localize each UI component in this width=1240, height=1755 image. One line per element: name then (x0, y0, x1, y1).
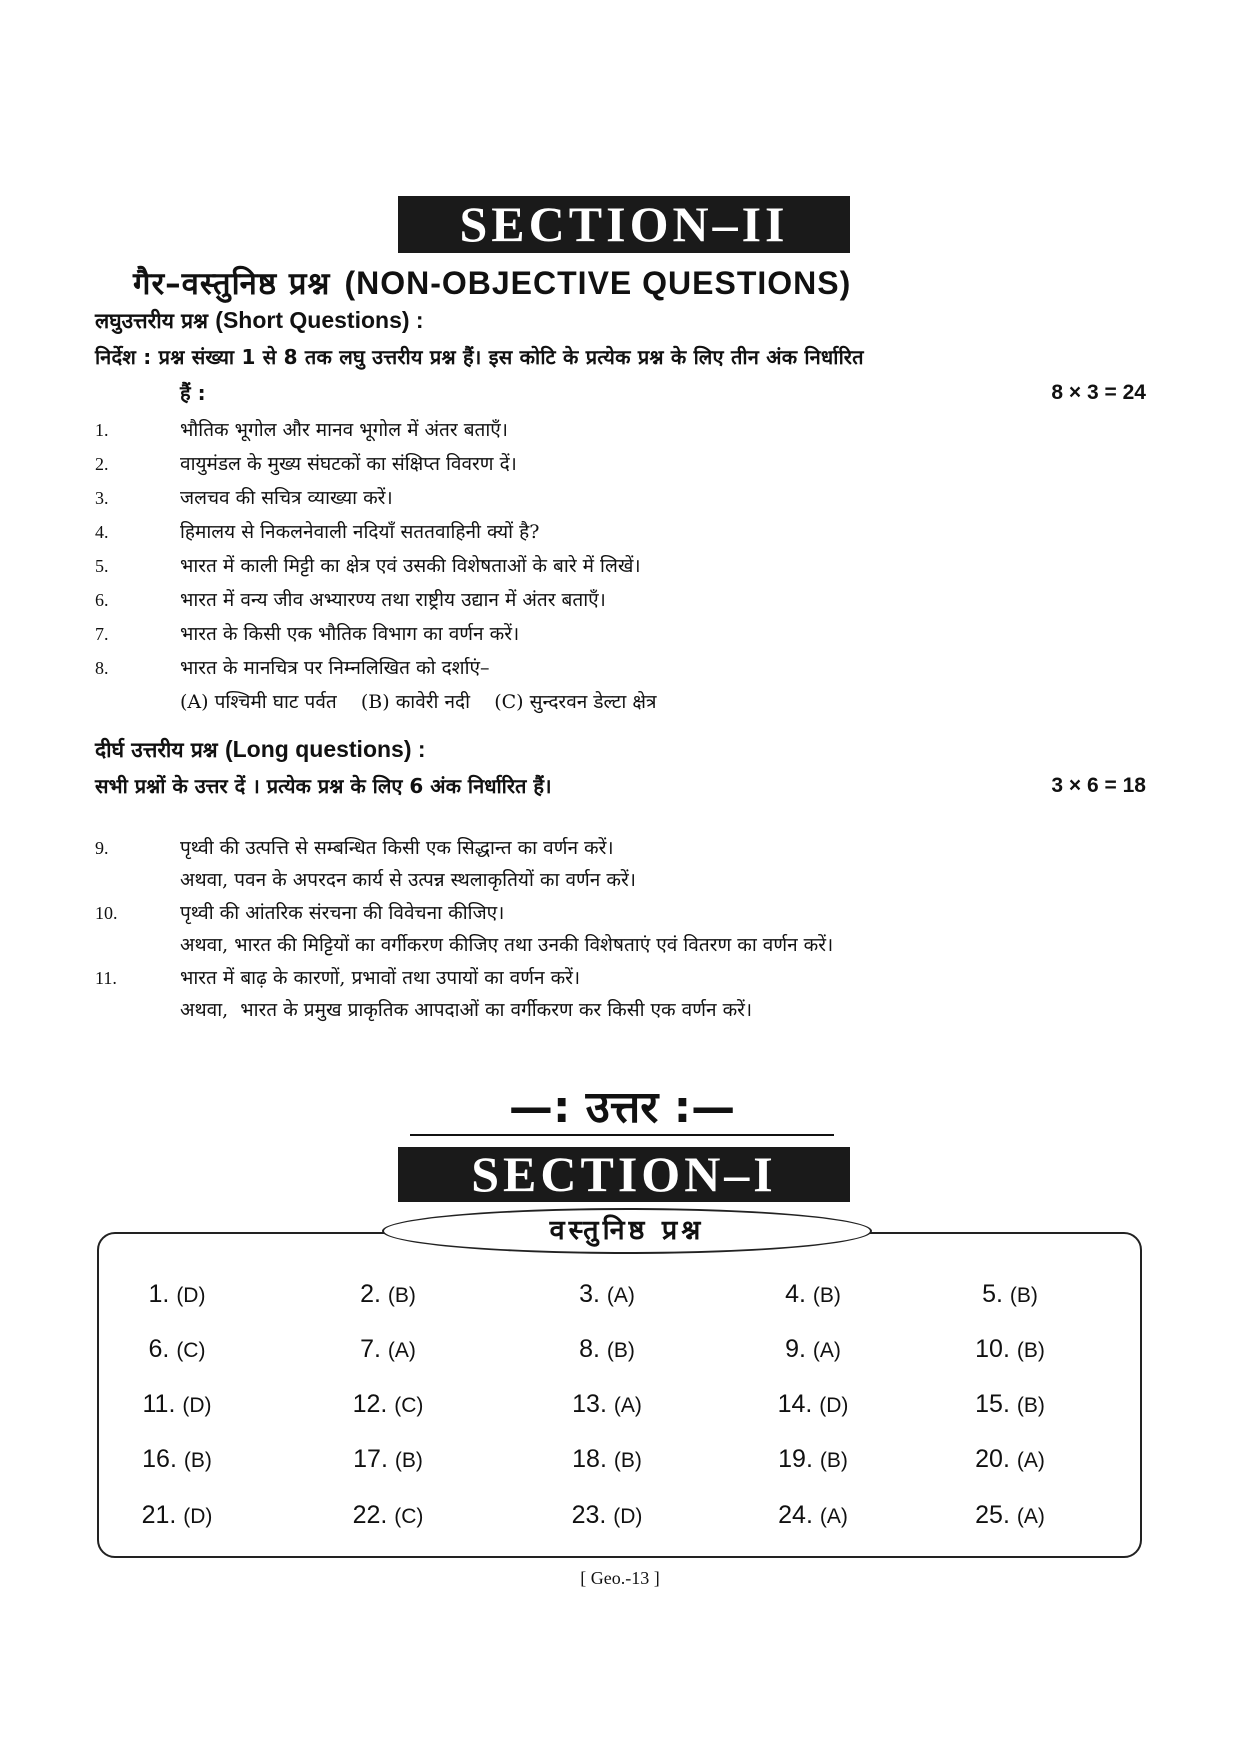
answer-number: 25. (975, 1501, 1017, 1529)
answer-number: 9. (785, 1335, 813, 1363)
answer-option: (A) (606, 1284, 635, 1307)
long-marks: 3 × 6 = 18 (1051, 774, 1146, 797)
answer-item (127, 1280, 227, 1309)
answer-item (127, 1445, 227, 1474)
long-directive: सभी प्रश्नों के उत्तर दें । प्रत्येक प्रश्न के लिए 6 अंक निर्धारित हैं। (95, 774, 552, 798)
answer-number: 24. (778, 1501, 820, 1529)
section-i-banner: SECTION–I (398, 1147, 850, 1202)
question-item: 3. जलचव की सचित्र व्याख्या करें। (95, 487, 393, 509)
answer-item (557, 1445, 657, 1474)
answer-item (338, 1335, 438, 1364)
answer-item (763, 1501, 863, 1530)
answer-option: (D) (613, 1505, 643, 1528)
answer-option: (B) (812, 1284, 841, 1307)
short-directive: निर्देश : प्रश्न संख्या 1 से 8 तक लघु उत्तरीय प्रश्न हैं। इस कोटि के प्रत्येक प्रश्न के लिए तीन अंक निर्धारित (95, 345, 864, 369)
answer-option: (D) (176, 1284, 206, 1307)
objective-label: वस्तुनिष्ठ प्रश्न (382, 1208, 872, 1254)
answer-number: 10. (975, 1335, 1017, 1363)
short-marks: 8 × 3 = 24 (1051, 381, 1146, 404)
answer-item (960, 1390, 1060, 1419)
answer-option: (A) (613, 1394, 642, 1417)
answer-number: 18. (572, 1445, 614, 1473)
answer-item (557, 1501, 657, 1530)
answer-item (127, 1501, 227, 1530)
answer-item (960, 1280, 1060, 1309)
short-heading-english: (Short Questions) : (215, 307, 424, 333)
answer-option: (B) (1009, 1284, 1038, 1307)
question-item: 1. भौतिक भूगोल और मानव भूगोल में अंतर बताएँ। (95, 419, 508, 441)
answer-option: (C) (394, 1505, 424, 1528)
answer-item (557, 1390, 657, 1419)
answer-item (763, 1390, 863, 1419)
question-item: 6. भारत में वन्य जीव अभ्यारण्य तथा राष्ट्रीय उद्यान में अंतर बताएँ। (95, 589, 606, 611)
answer-item (338, 1390, 438, 1419)
answer-option: (A) (387, 1339, 416, 1362)
answer-number: 17. (353, 1445, 395, 1473)
answer-number: 2. (360, 1280, 388, 1308)
answer-item (763, 1335, 863, 1364)
long-heading-hindi: दीर्घ उत्तरीय प्रश्न (95, 738, 218, 762)
answer-number: 13. (572, 1390, 614, 1418)
answer-number: 15. (975, 1390, 1017, 1418)
answer-number: 1. (148, 1280, 177, 1308)
question-item: 7. भारत के किसी एक भौतिक विभाग का वर्णन करें। (95, 623, 520, 645)
answer-number: 14. (777, 1390, 820, 1418)
answer-item (338, 1280, 438, 1309)
title-english: (NON-OBJECTIVE QUESTIONS) (344, 265, 852, 301)
answer-number: 11. (142, 1390, 183, 1418)
answer-option: (B) (394, 1449, 423, 1472)
answer-option: (B) (1016, 1394, 1045, 1417)
answer-option: (D) (183, 1505, 213, 1528)
answer-item (763, 1280, 863, 1309)
answer-number: 22. (352, 1501, 395, 1529)
answer-number: 23. (571, 1501, 614, 1529)
question-item: 9. पृथ्वी की उत्पत्ति से सम्बन्धित किसी एक सिद्धान्त का वर्णन करें। अथवा, पवन के अपरदन कार्य से उत्पन्न स्थलाकृतियों का वर्णन करें। (95, 837, 636, 891)
answer-option: (B) (1016, 1339, 1045, 1362)
answer-option: (A) (1016, 1449, 1045, 1472)
answer-option: (A) (819, 1505, 848, 1528)
answer-item (127, 1390, 227, 1419)
answer-item (557, 1335, 657, 1364)
answer-number: 4. (785, 1280, 813, 1308)
answer-option: (D) (819, 1394, 849, 1417)
answer-title: —: उत्तर :— (508, 1082, 736, 1133)
question-item: 10. पृथ्वी की आंतरिक संरचना की विवेचना कीजिए। अथवा, भारत की मिट्टियों का वर्गीकरण कीजिए तथा उनकी विशेषताएं एवं वितरण का वर्णन करें। (95, 902, 834, 956)
answer-item (338, 1501, 438, 1530)
long-heading-english: (Long questions) : (224, 736, 426, 762)
answer-number: 16. (142, 1445, 184, 1473)
short-directive-cont: हैं : (180, 381, 206, 405)
answer-number: 21. (141, 1501, 184, 1529)
answer-option: (D) (182, 1394, 212, 1417)
answer-number: 19. (778, 1445, 820, 1473)
q8-options: (A) पश्चिमी घाट पर्वत (B) कावेरी नदी (C) सुन्दरवन डेल्टा क्षेत्र (180, 691, 657, 713)
answer-option: (C) (394, 1394, 424, 1417)
page-footer: [ Geo.-13 ] (580, 1568, 660, 1588)
answer-item (557, 1280, 657, 1309)
section-ii-banner: SECTION–II (398, 196, 850, 253)
answer-number: 3. (579, 1280, 607, 1308)
answer-option: (B) (819, 1449, 848, 1472)
answer-option: (B) (606, 1339, 635, 1362)
answer-option: (B) (387, 1284, 416, 1307)
question-item: 8. भारत के मानचित्र पर निम्नलिखित को दर्शाएं– (A) पश्चिमी घाट पर्वत (B) कावेरी नदी (C) सुन्दरवन डेल्टा क्षेत्र (95, 657, 657, 713)
answer-option: (A) (1016, 1505, 1045, 1528)
answer-number: 20. (975, 1445, 1017, 1473)
answer-number: 7. (360, 1335, 388, 1363)
answer-item (763, 1445, 863, 1474)
answer-item (960, 1501, 1060, 1530)
short-heading-hindi: लघुउत्तरीय प्रश्न (95, 309, 208, 333)
answer-item (338, 1445, 438, 1474)
question-item: 5. भारत में काली मिट्टी का क्षेत्र एवं उसकी विशेषताओं के बारे में लिखें। (95, 555, 641, 577)
question-item: 4. हिमालय से निकलनेवाली नदियाँ सततवाहिनी क्यों है? (95, 521, 540, 543)
answer-option: (B) (613, 1449, 642, 1472)
answer-number: 6. (148, 1335, 177, 1363)
answer-number: 12. (352, 1390, 395, 1418)
question-item: 2. वायुमंडल के मुख्य संघटकों का संक्षिप्त विवरण दें। (95, 453, 517, 475)
title-hindi: गैर–वस्तुनिष्ठ प्रश्न (133, 266, 331, 302)
answer-item (127, 1335, 227, 1364)
answer-item (960, 1445, 1060, 1474)
answer-option: (C) (176, 1339, 206, 1362)
answer-option: (B) (183, 1449, 212, 1472)
question-item: 11. भारत में बाढ़ के कारणों, प्रभावों तथा उपायों का वर्णन करें। अथवा, भारत के प्रमुख प्राकृतिक आपदाओं का वर्गीकरण कर किसी एक वर्णन करें। (95, 967, 753, 1021)
answer-option: (A) (812, 1339, 841, 1362)
answer-item (960, 1335, 1060, 1364)
answer-number: 5. (982, 1280, 1010, 1308)
answer-number: 8. (579, 1335, 607, 1363)
